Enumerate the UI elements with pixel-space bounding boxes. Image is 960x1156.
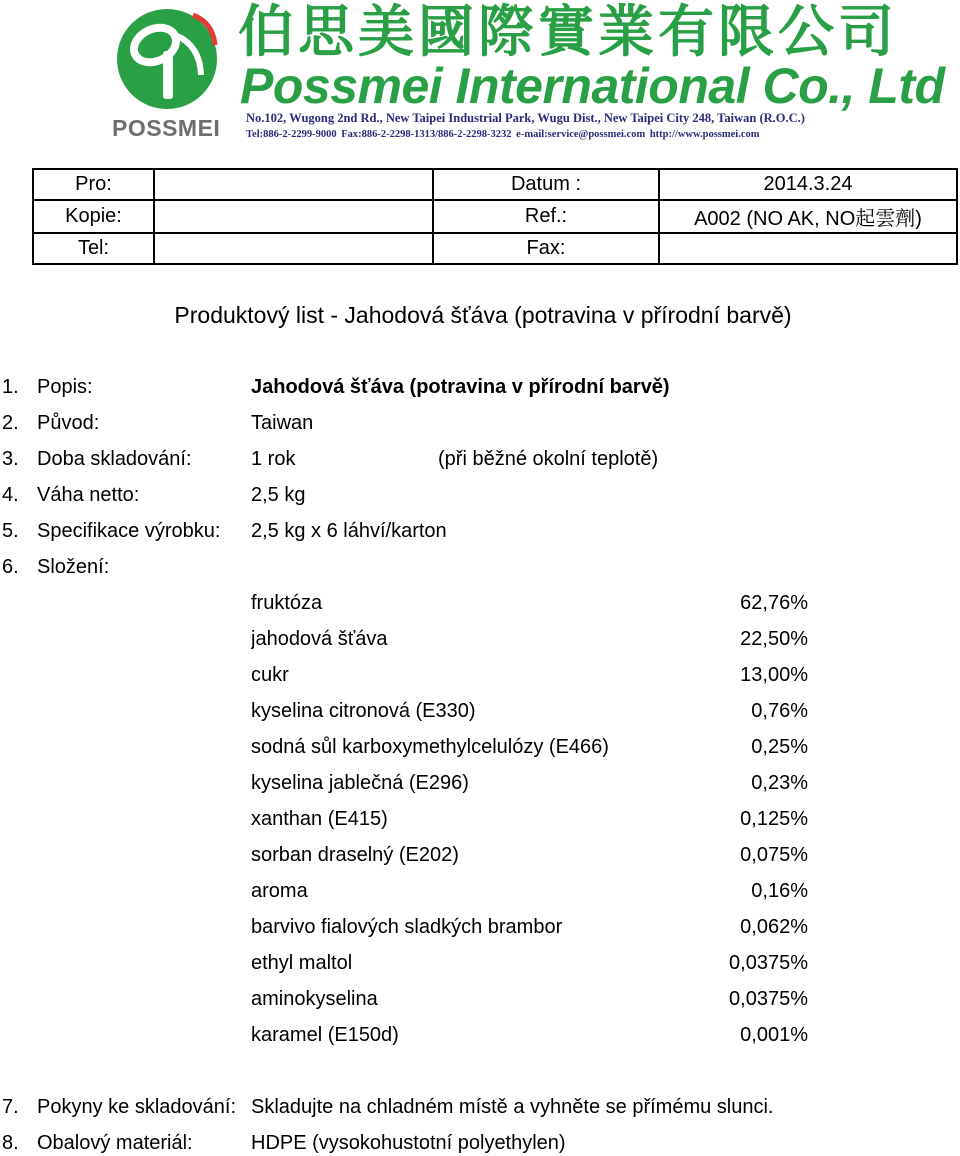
item-label-specification: Specifikace výrobku: bbox=[37, 520, 221, 542]
item-number: 1. bbox=[2, 376, 19, 398]
ingredient-name: barvivo fialových sladkých brambor bbox=[251, 916, 563, 938]
item-value-description: Jahodová šťáva (potravina v přírodní barvě) bbox=[251, 376, 670, 398]
ingredient-name: aroma bbox=[251, 880, 308, 902]
datum-label: Datum : bbox=[433, 169, 659, 200]
item-note-shelf-life: (při běžné okolní teplotě) bbox=[438, 448, 659, 470]
ref-label: Ref.: bbox=[433, 200, 659, 232]
company-address: No.102, Wugong 2nd Rd., New Taipei Industrial Park, Wugu Dist., New Taipei City 248, Taiwan (R.O.C.) bbox=[246, 111, 805, 125]
item-label-origin: Původ: bbox=[37, 412, 100, 434]
fax-label: Fax: bbox=[433, 233, 659, 264]
item-number: 7. bbox=[2, 1096, 19, 1118]
company-email: e-mail:service@possmei.com bbox=[516, 129, 646, 140]
item-label-description: Popis: bbox=[37, 376, 93, 398]
ingredient-percent: 62,76% bbox=[740, 592, 808, 614]
ingredient-percent: 0,001% bbox=[740, 1024, 808, 1046]
item-number: 6. bbox=[2, 556, 19, 578]
item-number: 5. bbox=[2, 520, 19, 542]
ingredient-name: jahodová šťáva bbox=[251, 628, 388, 650]
ingredient-percent: 22,50% bbox=[740, 628, 808, 650]
ingredient-percent: 0,76% bbox=[751, 700, 808, 722]
item-value-specification: 2,5 kg x 6 láhví/karton bbox=[251, 520, 447, 542]
ingredient-name: sodná sůl karboxymethylcelulózy (E466) bbox=[251, 736, 609, 758]
document-title bbox=[153, 297, 813, 333]
company-tel: Tel:886-2-2299-9000 bbox=[246, 129, 337, 140]
kopie-label: Kopie: bbox=[33, 200, 154, 232]
company-web: http://www.possmei.com bbox=[649, 129, 760, 140]
item-label-packaging: Obalový materiál: bbox=[37, 1132, 193, 1154]
ingredient-name: kyselina jablečná (E296) bbox=[251, 772, 469, 794]
ingredient-percent: 0,062% bbox=[740, 916, 808, 938]
ingredient-name: karamel (E150d) bbox=[251, 1024, 399, 1046]
ingredient-name: fruktóza bbox=[251, 592, 323, 614]
pro-value bbox=[154, 169, 433, 200]
item-number: 4. bbox=[2, 484, 19, 506]
ingredient-percent: 0,0375% bbox=[729, 988, 808, 1010]
ingredient-name: sorban draselný (E202) bbox=[251, 844, 459, 866]
info-row-tel bbox=[33, 233, 957, 264]
ref-value: A002 (NO AK, NO起雲劑) bbox=[659, 200, 957, 232]
ingredient-percent: 0,125% bbox=[740, 808, 808, 830]
company-fax: Fax:886-2-2298-1313/886-2-2298-3232 bbox=[341, 129, 512, 140]
brand-wordmark: POSSMEI bbox=[112, 115, 221, 141]
ingredient-name: xanthan (E415) bbox=[251, 808, 388, 830]
ingredient-percent: 0,23% bbox=[751, 772, 808, 794]
ingredient-name: kyselina citronová (E330) bbox=[251, 700, 476, 722]
ingredient-percent: 0,075% bbox=[740, 844, 808, 866]
company-contact bbox=[246, 129, 759, 140]
info-row-pro bbox=[33, 169, 957, 200]
info-row-kopie bbox=[33, 200, 957, 232]
item-label-storage: Pokyny ke skladování: bbox=[37, 1096, 236, 1118]
tel-label: Tel: bbox=[33, 233, 154, 264]
ingredient-percent: 13,00% bbox=[740, 664, 808, 686]
kopie-value bbox=[154, 200, 433, 232]
item-number: 2. bbox=[2, 412, 19, 434]
ingredient-name: cukr bbox=[251, 664, 289, 686]
item-value-shelf-life: 1 rok bbox=[251, 448, 296, 470]
ingredient-percent: 0,25% bbox=[751, 736, 808, 758]
pro-label: Pro: bbox=[33, 169, 154, 200]
company-name-cn: 伯思美國際實業有限公司 bbox=[238, 0, 898, 65]
item-value-origin: Taiwan bbox=[251, 412, 314, 434]
datum-value: 2014.3.24 bbox=[659, 169, 957, 200]
info-table bbox=[32, 168, 958, 265]
item-value-net-weight: 2,5 kg bbox=[251, 484, 306, 506]
item-number: 8. bbox=[2, 1132, 19, 1154]
ingredient-percent: 0,0375% bbox=[729, 952, 808, 974]
item-label-net-weight: Váha netto: bbox=[37, 484, 140, 506]
item-label-shelf-life: Doba skladování: bbox=[37, 448, 192, 470]
item-value-storage: Skladujte na chladném místě a vyhněte se přímému slunci. bbox=[251, 1096, 774, 1118]
item-value-packaging: HDPE (vysokohustotní polyethylen) bbox=[251, 1132, 566, 1154]
item-number: 3. bbox=[2, 448, 19, 470]
ingredient-name: aminokyselina bbox=[251, 988, 378, 1010]
tel-value bbox=[154, 233, 433, 264]
item-label-composition: Složení: bbox=[37, 556, 110, 578]
fax-value bbox=[659, 233, 957, 264]
document-title-text: Produktový list - Jahodová šťáva (potravina v přírodní barvě) bbox=[174, 302, 792, 328]
ingredient-percent: 0,16% bbox=[751, 880, 808, 902]
company-name-en: Possmei International Co., Ltd bbox=[240, 58, 945, 114]
ingredient-name: ethyl maltol bbox=[251, 952, 353, 974]
